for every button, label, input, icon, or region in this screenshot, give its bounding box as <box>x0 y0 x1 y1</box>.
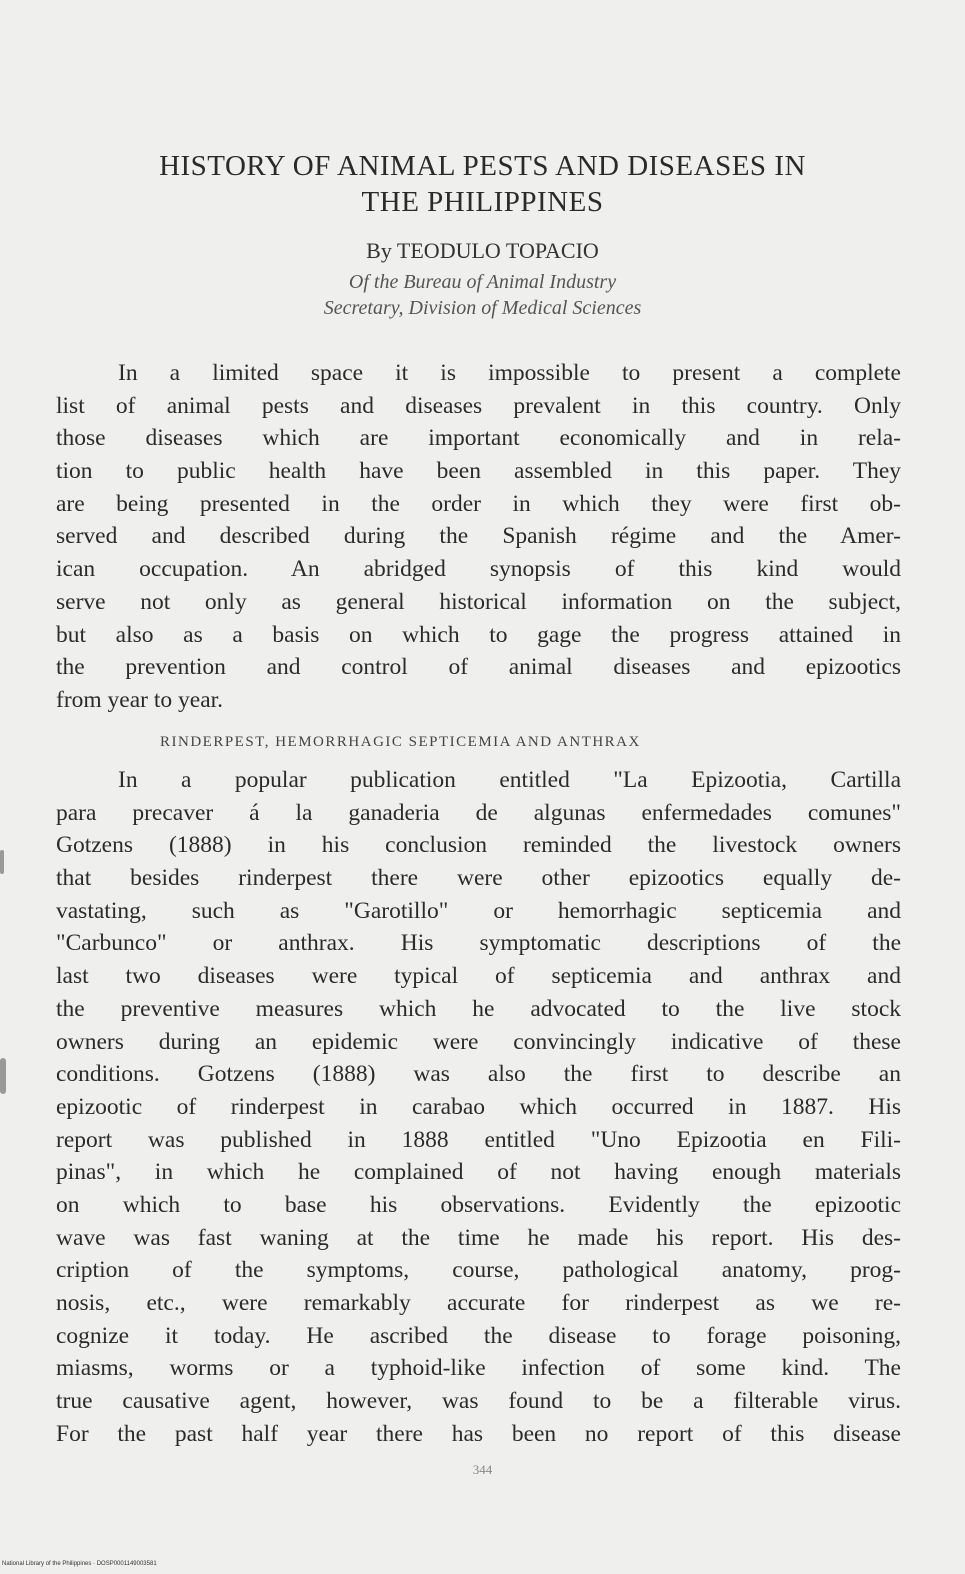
text-line: In a popular publication entitled "La Epizootia, Cartilla <box>118 767 901 793</box>
author-affiliation-2: Secretary, Division of Medical Sciences <box>323 297 642 319</box>
title-line-2: THE PHILIPPINES <box>361 186 604 218</box>
text-line: from year to year. <box>56 686 224 713</box>
section-heading: RINDERPEST, HEMORRHAGIC SEPTICEMIA AND ANTHRAX <box>160 734 641 750</box>
text-line: serve not only as general historical information on the subject, <box>56 588 901 615</box>
author-affiliation-1: Of the Bureau of Animal Industry <box>348 271 617 293</box>
text-line: epizootic of rinderpest in carabao which occurred in 1887. His <box>56 1093 901 1120</box>
page-number: 344 <box>472 1462 493 1477</box>
text-line: miasms, worms or a typhoid-like infection of some kind. The <box>56 1355 901 1382</box>
text-line: Gotzens (1888) in his conclusion reminded the livestock owners <box>56 832 901 859</box>
article-title <box>60 148 905 220</box>
scan-artifact <box>0 850 4 874</box>
text-line: nosis, etc., were remarkably accurate for rinderpest as we re- <box>56 1290 901 1316</box>
paragraph-rinderpest <box>56 764 901 1450</box>
text-line: the preventive measures which he advocated to the live stock <box>56 995 901 1022</box>
text-line: on which to base his observations. Evidently the epizootic <box>56 1191 901 1218</box>
text-line: cription of the symptoms, course, pathological anatomy, prog- <box>56 1257 901 1284</box>
text-line: For the past half year there has been no report of this disease <box>56 1420 901 1447</box>
paragraph-intro <box>56 357 901 717</box>
author-byline: By TEODULO TOPACIO <box>366 238 599 263</box>
text-line: that besides rinderpest there were other epizootics equally de- <box>56 865 901 892</box>
text-line: list of animal pests and diseases prevalent in this country. Only <box>56 392 901 419</box>
text-line: the prevention and control of animal diseases and epizootics <box>56 654 901 681</box>
text-line: tion to public health have been assembled in this paper. They <box>56 458 901 485</box>
text-line: owners during an epidemic were convincingly indicative of these <box>56 1028 901 1055</box>
text-line: true causative agent, however, was found to be a filterable virus. <box>56 1388 901 1415</box>
text-line: are being presented in the order in which they were first ob- <box>56 490 901 517</box>
text-line: vastating, such as "Garotillo" or hemorrhagic septicemia and <box>56 897 901 924</box>
text-line: pinas", in which he complained of not having enough materials <box>56 1159 901 1186</box>
text-line: wave was fast waning at the time he made his report. His des- <box>56 1224 901 1251</box>
text-line: but also as a basis on which to gage the progress attained in <box>56 621 901 648</box>
text-line: ican occupation. An abridged synopsis of this kind would <box>56 556 901 583</box>
title-line-1: HISTORY OF ANIMAL PESTS AND DISEASES IN <box>159 150 806 182</box>
scan-footer: National Library of the Philippines · DOSP0001149003581 <box>2 1561 157 1567</box>
text-line: those diseases which are important economically and in rela- <box>56 425 901 452</box>
text-line: served and described during the Spanish régime and the Amer- <box>56 523 901 550</box>
text-line: conditions. Gotzens (1888) was also the first to describe an <box>56 1061 901 1088</box>
text-line: cognize it today. He ascribed the disease to forage poisoning, <box>56 1322 901 1349</box>
text-line: "Carbunco" or anthrax. His symptomatic descriptions of the <box>56 930 901 957</box>
text-line: last two diseases were typical of septicemia and anthrax and <box>56 963 901 990</box>
scan-artifact <box>0 1058 6 1094</box>
text-line: In a limited space it is impossible to present a complete <box>118 360 901 386</box>
text-line: report was published in 1888 entitled "Uno Epizootia en Fili- <box>56 1126 901 1153</box>
text-line: para precaver á la ganaderia de algunas enfermedades comunes" <box>56 799 901 826</box>
